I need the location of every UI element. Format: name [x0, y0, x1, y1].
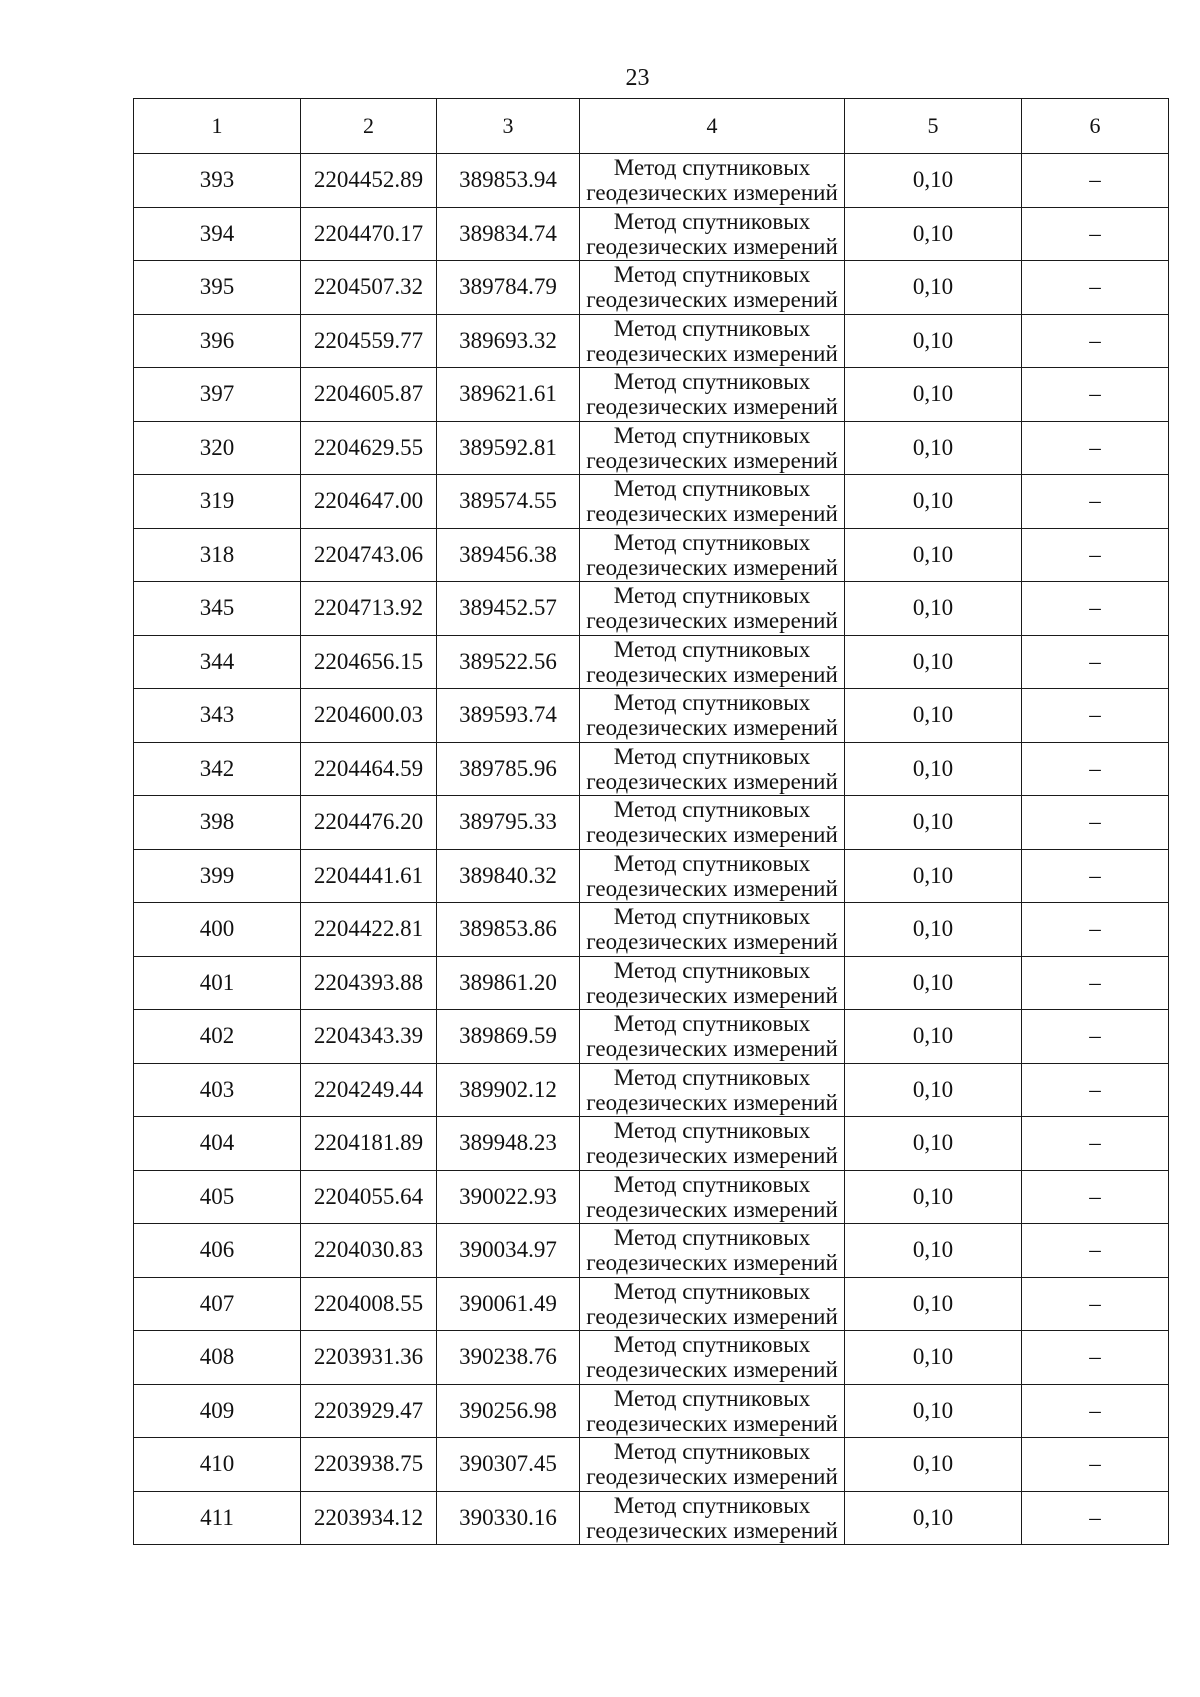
method-line-1: Метод спутниковых: [613, 1011, 811, 1037]
x-coordinate-cell: 2204656.15: [301, 635, 437, 689]
method-cell: [580, 1063, 845, 1117]
x-coordinate-cell: 2204422.81: [301, 903, 437, 957]
point-number-cell: 394: [134, 207, 301, 261]
method-line-2: геодезических измерений: [586, 1250, 838, 1276]
header-col-3: 3: [437, 99, 580, 154]
note-cell: –: [1022, 1491, 1169, 1545]
accuracy-cell: 0,10: [845, 1438, 1022, 1492]
note-cell: –: [1022, 1224, 1169, 1278]
y-coordinate-cell: 390256.98: [437, 1384, 580, 1438]
table-row: [134, 1010, 1169, 1064]
header-col-4: 4: [580, 99, 845, 154]
note-cell: –: [1022, 368, 1169, 422]
table-row: [134, 1277, 1169, 1331]
point-number-cell: 343: [134, 689, 301, 743]
y-coordinate-cell: 389621.61: [437, 368, 580, 422]
accuracy-cell: 0,10: [845, 421, 1022, 475]
x-coordinate-cell: 2203938.75: [301, 1438, 437, 1492]
method-line-1: Метод спутниковых: [613, 904, 811, 930]
accuracy-cell: 0,10: [845, 1277, 1022, 1331]
note-cell: –: [1022, 1063, 1169, 1117]
point-number-cell: 400: [134, 903, 301, 957]
method-line-2: геодезических измерений: [586, 661, 838, 687]
x-coordinate-cell: 2204559.77: [301, 314, 437, 368]
header-row: [134, 99, 1169, 154]
note-cell: –: [1022, 1170, 1169, 1224]
accuracy-cell: 0,10: [845, 475, 1022, 529]
point-number-cell: 319: [134, 475, 301, 529]
x-coordinate-cell: 2204600.03: [301, 689, 437, 743]
y-coordinate-cell: 389456.38: [437, 528, 580, 582]
method-line-1: Метод спутниковых: [613, 1118, 811, 1144]
method-line-1: Метод спутниковых: [613, 476, 811, 502]
method-line-1: Метод спутниковых: [613, 583, 811, 609]
accuracy-cell: 0,10: [845, 261, 1022, 315]
note-cell: –: [1022, 849, 1169, 903]
method-line-2: геодезических измерений: [586, 1410, 838, 1436]
method-line-2: геодезических измерений: [586, 1357, 838, 1383]
x-coordinate-cell: 2204249.44: [301, 1063, 437, 1117]
y-coordinate-cell: 389902.12: [437, 1063, 580, 1117]
point-number-cell: 318: [134, 528, 301, 582]
table-row: [134, 475, 1169, 529]
method-line-1: Метод спутниковых: [613, 743, 811, 769]
point-number-cell: 405: [134, 1170, 301, 1224]
method-line-1: Метод спутниковых: [613, 1064, 811, 1090]
note-cell: –: [1022, 742, 1169, 796]
point-number-cell: 403: [134, 1063, 301, 1117]
table-row: [134, 1491, 1169, 1545]
method-line-1: Метод спутниковых: [613, 850, 811, 876]
point-number-cell: 409: [134, 1384, 301, 1438]
point-number-cell: 345: [134, 582, 301, 636]
method-line-1: Метод спутниковых: [613, 797, 811, 823]
note-cell: –: [1022, 903, 1169, 957]
x-coordinate-cell: 2204476.20: [301, 796, 437, 850]
note-cell: –: [1022, 1010, 1169, 1064]
method-cell: [580, 528, 845, 582]
point-number-cell: 398: [134, 796, 301, 850]
table-row: [134, 1384, 1169, 1438]
y-coordinate-cell: 389853.94: [437, 154, 580, 208]
y-coordinate-cell: 389452.57: [437, 582, 580, 636]
accuracy-cell: 0,10: [845, 742, 1022, 796]
point-number-cell: 342: [134, 742, 301, 796]
accuracy-cell: 0,10: [845, 154, 1022, 208]
y-coordinate-cell: 389784.79: [437, 261, 580, 315]
note-cell: –: [1022, 796, 1169, 850]
accuracy-cell: 0,10: [845, 903, 1022, 957]
point-number-cell: 402: [134, 1010, 301, 1064]
method-line-1: Метод спутниковых: [613, 315, 811, 341]
method-line-1: Метод спутниковых: [613, 636, 811, 662]
x-coordinate-cell: 2204507.32: [301, 261, 437, 315]
table-row: [134, 635, 1169, 689]
accuracy-cell: 0,10: [845, 1331, 1022, 1385]
y-coordinate-cell: 389785.96: [437, 742, 580, 796]
x-coordinate-cell: 2204452.89: [301, 154, 437, 208]
x-coordinate-cell: 2204743.06: [301, 528, 437, 582]
method-cell: [580, 1384, 845, 1438]
method-cell: [580, 849, 845, 903]
method-cell: [580, 956, 845, 1010]
method-cell: [580, 689, 845, 743]
y-coordinate-cell: 389834.74: [437, 207, 580, 261]
method-cell: [580, 421, 845, 475]
point-number-cell: 396: [134, 314, 301, 368]
accuracy-cell: 0,10: [845, 796, 1022, 850]
y-coordinate-cell: 389693.32: [437, 314, 580, 368]
x-coordinate-cell: 2204629.55: [301, 421, 437, 475]
method-line-1: Метод спутниковых: [613, 1225, 811, 1251]
table-row: [134, 368, 1169, 422]
table-row: [134, 1224, 1169, 1278]
note-cell: –: [1022, 956, 1169, 1010]
note-cell: –: [1022, 689, 1169, 743]
note-cell: –: [1022, 421, 1169, 475]
x-coordinate-cell: 2204030.83: [301, 1224, 437, 1278]
method-cell: [580, 207, 845, 261]
y-coordinate-cell: 389948.23: [437, 1117, 580, 1171]
accuracy-cell: 0,10: [845, 1491, 1022, 1545]
method-cell: [580, 1170, 845, 1224]
page-number: 23: [625, 65, 650, 91]
note-cell: –: [1022, 207, 1169, 261]
accuracy-cell: 0,10: [845, 528, 1022, 582]
method-line-1: Метод спутниковых: [613, 529, 811, 555]
x-coordinate-cell: 2204647.00: [301, 475, 437, 529]
method-line-2: геодезических измерений: [586, 1303, 838, 1329]
y-coordinate-cell: 389840.32: [437, 849, 580, 903]
method-line-2: геодезических измерений: [586, 768, 838, 794]
method-cell: [580, 742, 845, 796]
table-row: [134, 154, 1169, 208]
table-row: [134, 582, 1169, 636]
y-coordinate-cell: 389592.81: [437, 421, 580, 475]
method-line-1: Метод спутниковых: [613, 1278, 811, 1304]
point-number-cell: 411: [134, 1491, 301, 1545]
table-row: [134, 421, 1169, 475]
method-cell: [580, 261, 845, 315]
method-line-1: Метод спутниковых: [613, 1332, 811, 1358]
accuracy-cell: 0,10: [845, 956, 1022, 1010]
accuracy-cell: 0,10: [845, 207, 1022, 261]
x-coordinate-cell: 2203931.36: [301, 1331, 437, 1385]
method-line-2: геодезических измерений: [586, 1036, 838, 1062]
point-number-cell: 397: [134, 368, 301, 422]
method-line-2: геодезических измерений: [586, 982, 838, 1008]
table-row: [134, 1331, 1169, 1385]
note-cell: –: [1022, 314, 1169, 368]
point-number-cell: 401: [134, 956, 301, 1010]
table-row: [134, 849, 1169, 903]
x-coordinate-cell: 2204181.89: [301, 1117, 437, 1171]
coordinates-table: [133, 98, 1169, 1545]
method-line-2: геодезических измерений: [586, 447, 838, 473]
table-row: [134, 1438, 1169, 1492]
header-col-6: 6: [1022, 99, 1169, 154]
header-col-1: 1: [134, 99, 301, 154]
note-cell: –: [1022, 1277, 1169, 1331]
method-cell: [580, 1491, 845, 1545]
table-row: [134, 1063, 1169, 1117]
method-line-2: геодезических измерений: [586, 287, 838, 313]
method-line-2: геодезических измерений: [586, 180, 838, 206]
table-header: [134, 99, 1169, 154]
point-number-cell: 407: [134, 1277, 301, 1331]
method-line-2: геодезических измерений: [586, 715, 838, 741]
note-cell: –: [1022, 1331, 1169, 1385]
accuracy-cell: 0,10: [845, 1170, 1022, 1224]
y-coordinate-cell: 390238.76: [437, 1331, 580, 1385]
header-col-5: 5: [845, 99, 1022, 154]
x-coordinate-cell: 2203934.12: [301, 1491, 437, 1545]
method-line-1: Метод спутниковых: [613, 1439, 811, 1465]
method-line-2: геодезических измерений: [586, 929, 838, 955]
table-row: [134, 689, 1169, 743]
method-line-2: геодезических измерений: [586, 1196, 838, 1222]
method-cell: [580, 1010, 845, 1064]
method-cell: [580, 1277, 845, 1331]
method-cell: [580, 582, 845, 636]
table-row: [134, 903, 1169, 957]
point-number-cell: 395: [134, 261, 301, 315]
table-row: [134, 528, 1169, 582]
method-line-2: геодезических измерений: [586, 554, 838, 580]
y-coordinate-cell: 389795.33: [437, 796, 580, 850]
y-coordinate-cell: 390034.97: [437, 1224, 580, 1278]
y-coordinate-cell: 390022.93: [437, 1170, 580, 1224]
accuracy-cell: 0,10: [845, 1010, 1022, 1064]
method-line-2: геодезических измерений: [586, 1089, 838, 1115]
accuracy-cell: 0,10: [845, 582, 1022, 636]
table-row: [134, 796, 1169, 850]
method-line-1: Метод спутниковых: [613, 957, 811, 983]
y-coordinate-cell: 390061.49: [437, 1277, 580, 1331]
note-cell: –: [1022, 528, 1169, 582]
point-number-cell: 393: [134, 154, 301, 208]
accuracy-cell: 0,10: [845, 314, 1022, 368]
method-line-2: геодезических измерений: [586, 501, 838, 527]
point-number-cell: 408: [134, 1331, 301, 1385]
accuracy-cell: 0,10: [845, 849, 1022, 903]
method-cell: [580, 314, 845, 368]
accuracy-cell: 0,10: [845, 1117, 1022, 1171]
table-row: [134, 207, 1169, 261]
table-row: [134, 261, 1169, 315]
note-cell: –: [1022, 475, 1169, 529]
x-coordinate-cell: 2204055.64: [301, 1170, 437, 1224]
method-line-1: Метод спутниковых: [613, 262, 811, 288]
method-cell: [580, 635, 845, 689]
method-line-1: Метод спутниковых: [613, 1171, 811, 1197]
point-number-cell: 344: [134, 635, 301, 689]
note-cell: –: [1022, 635, 1169, 689]
note-cell: –: [1022, 1438, 1169, 1492]
x-coordinate-cell: 2204713.92: [301, 582, 437, 636]
table-row: [134, 1170, 1169, 1224]
note-cell: –: [1022, 261, 1169, 315]
y-coordinate-cell: 389861.20: [437, 956, 580, 1010]
table-row: [134, 956, 1169, 1010]
header-col-2: 2: [301, 99, 437, 154]
method-line-1: Метод спутниковых: [613, 369, 811, 395]
method-cell: [580, 368, 845, 422]
x-coordinate-cell: 2204008.55: [301, 1277, 437, 1331]
method-line-2: геодезических измерений: [586, 1143, 838, 1169]
point-number-cell: 406: [134, 1224, 301, 1278]
method-cell: [580, 1331, 845, 1385]
note-cell: –: [1022, 1384, 1169, 1438]
y-coordinate-cell: 390307.45: [437, 1438, 580, 1492]
method-cell: [580, 1224, 845, 1278]
y-coordinate-cell: 389853.86: [437, 903, 580, 957]
point-number-cell: 410: [134, 1438, 301, 1492]
x-coordinate-cell: 2204343.39: [301, 1010, 437, 1064]
method-line-2: геодезических измерений: [586, 233, 838, 259]
table-row: [134, 742, 1169, 796]
y-coordinate-cell: 389593.74: [437, 689, 580, 743]
method-line-1: Метод спутниковых: [613, 1492, 811, 1518]
method-line-2: геодезических измерений: [586, 875, 838, 901]
x-coordinate-cell: 2204441.61: [301, 849, 437, 903]
method-line-2: геодезических измерений: [586, 340, 838, 366]
note-cell: –: [1022, 1117, 1169, 1171]
x-coordinate-cell: 2204464.59: [301, 742, 437, 796]
y-coordinate-cell: 389522.56: [437, 635, 580, 689]
accuracy-cell: 0,10: [845, 635, 1022, 689]
method-cell: [580, 903, 845, 957]
point-number-cell: 320: [134, 421, 301, 475]
table-row: [134, 314, 1169, 368]
method-line-2: геодезических измерений: [586, 822, 838, 848]
method-line-1: Метод спутниковых: [613, 422, 811, 448]
point-number-cell: 404: [134, 1117, 301, 1171]
method-line-1: Метод спутниковых: [613, 155, 811, 181]
point-number-cell: 399: [134, 849, 301, 903]
accuracy-cell: 0,10: [845, 689, 1022, 743]
note-cell: –: [1022, 582, 1169, 636]
y-coordinate-cell: 389869.59: [437, 1010, 580, 1064]
table-body: [134, 154, 1169, 1545]
method-cell: [580, 1117, 845, 1171]
y-coordinate-cell: 389574.55: [437, 475, 580, 529]
accuracy-cell: 0,10: [845, 1224, 1022, 1278]
method-cell: [580, 475, 845, 529]
accuracy-cell: 0,10: [845, 1063, 1022, 1117]
method-cell: [580, 154, 845, 208]
method-cell: [580, 796, 845, 850]
note-cell: –: [1022, 154, 1169, 208]
method-line-1: Метод спутниковых: [613, 690, 811, 716]
method-line-1: Метод спутниковых: [613, 208, 811, 234]
method-line-2: геодезических измерений: [586, 608, 838, 634]
method-line-1: Метод спутниковых: [613, 1385, 811, 1411]
method-cell: [580, 1438, 845, 1492]
accuracy-cell: 0,10: [845, 1384, 1022, 1438]
x-coordinate-cell: 2204393.88: [301, 956, 437, 1010]
method-line-2: геодезических измерений: [586, 1517, 838, 1543]
y-coordinate-cell: 390330.16: [437, 1491, 580, 1545]
x-coordinate-cell: 2203929.47: [301, 1384, 437, 1438]
x-coordinate-cell: 2204470.17: [301, 207, 437, 261]
accuracy-cell: 0,10: [845, 368, 1022, 422]
x-coordinate-cell: 2204605.87: [301, 368, 437, 422]
method-line-2: геодезических измерений: [586, 1464, 838, 1490]
table-row: [134, 1117, 1169, 1171]
method-line-2: геодезических измерений: [586, 394, 838, 420]
